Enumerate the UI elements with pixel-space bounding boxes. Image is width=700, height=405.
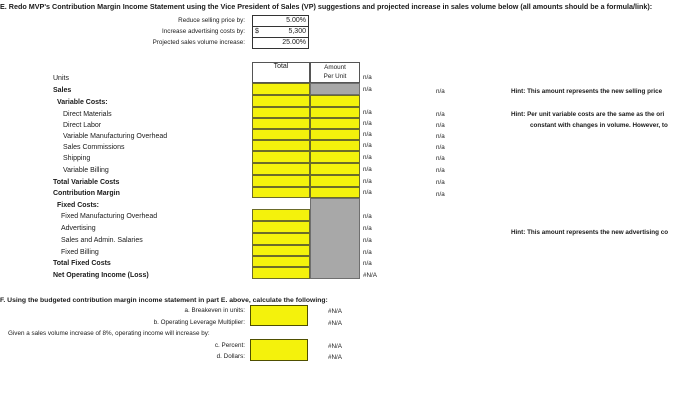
colB-direct-labor: n/a [436, 122, 445, 129]
f-d-value: #N/A [328, 354, 342, 361]
header-per-unit: Per Unit [323, 73, 347, 80]
row-advertising: Advertising [61, 225, 96, 232]
header-total: Total [273, 63, 289, 70]
row-sales-commissions: Sales Commissions [63, 144, 125, 151]
input-row-reduce-price[interactable] [253, 16, 308, 27]
colA-variable-billing: n/a [363, 166, 372, 173]
input-value-volume[interactable]: 25.00% [282, 39, 306, 46]
input-value-advertising[interactable]: 5,300 [288, 28, 306, 35]
colA-sales-commissions: n/a [363, 142, 372, 149]
colA-total-variable-costs: n/a [363, 178, 372, 185]
colA-shipping: n/a [363, 154, 372, 161]
cell-total-net-operating-income[interactable] [252, 267, 310, 279]
cell-perunit-variable-mfg-overhead[interactable] [310, 129, 360, 140]
section-f-title: F. Using the budgeted contribution margin income statement in part E. above, calculate the following: [0, 297, 328, 304]
row-variable-billing: Variable Billing [63, 167, 109, 174]
cell-perunit-sales-commissions[interactable] [310, 140, 360, 151]
colA-advertising: n/a [363, 225, 372, 232]
row-variable-costs: Variable Costs: [57, 99, 108, 106]
f-cd-input-box[interactable] [250, 339, 308, 361]
hint-variable-line1: Hint: Per unit variable costs are the same as the ori [511, 111, 665, 118]
cell-total-fixed-mfg-overhead[interactable] [252, 209, 310, 221]
colA-fixed-mfg-overhead: n/a [363, 213, 372, 220]
cell-total-direct-labor[interactable] [252, 118, 310, 129]
cell-total-variable-billing[interactable] [252, 163, 310, 175]
row-fixed-mfg-overhead: Fixed Manufacturing Overhead [61, 213, 158, 220]
header-amount: Amount [324, 64, 346, 71]
f-c-label: c. Percent: [214, 342, 245, 349]
colA-sales-admin-salaries: n/a [363, 237, 372, 244]
row-fixed-billing: Fixed Billing [61, 249, 99, 256]
row-shipping: Shipping [63, 155, 91, 162]
cell-total-sales[interactable] [252, 95, 310, 107]
colB-shipping: n/a [436, 155, 445, 162]
cell-perunit-shipping[interactable] [310, 151, 360, 163]
cell-perunit-fixed-block [310, 198, 360, 279]
cell-total-variable-mfg-overhead[interactable] [252, 129, 310, 140]
colA-direct-labor: n/a [363, 120, 372, 127]
cell-perunit-units [310, 83, 360, 95]
input-currency-advertising: $ [255, 28, 259, 35]
colB-variable-billing: n/a [436, 167, 445, 174]
cell-total-contribution-margin[interactable] [252, 187, 310, 198]
cell-total-units[interactable] [252, 83, 310, 95]
input-row-advertising[interactable] [253, 27, 308, 38]
cell-total-total-fixed-costs[interactable] [252, 256, 310, 267]
input-value-reduce-price[interactable]: 5.00% [286, 17, 306, 24]
hint-advertising: Hint: This amount represents the new advertising co [511, 229, 669, 236]
colA-variable-mfg-overhead: n/a [363, 131, 372, 138]
colB-variable-mfg-overhead: n/a [436, 133, 445, 140]
row-total-variable-costs: Total Variable Costs [53, 179, 120, 186]
row-direct-labor: Direct Labor [63, 122, 102, 129]
row-units: Units [53, 75, 69, 82]
input-label-volume: Projected sales volume increase: [152, 39, 245, 46]
cell-total-sales-admin-salaries[interactable] [252, 233, 310, 245]
section-e-title: E. Redo MVP's Contribution Margin Income Statement using the Vice President of Sales (VP) suggestions and projected increase in sales volume below (all amounts should be a formula/link): [0, 2, 653, 11]
f-b-label: b. Operating Leverage Multiplier: [153, 319, 245, 326]
cell-perunit-direct-materials[interactable] [310, 107, 360, 118]
f-a-value: #N/A [328, 308, 342, 315]
f-given-text: Given a sales volume increase of 8%, operating income will increase by: [8, 330, 210, 337]
row-net-operating-income: Net Operating Income (Loss) [53, 272, 149, 279]
cell-total-direct-materials[interactable] [252, 107, 310, 118]
colB-direct-materials: n/a [436, 111, 445, 118]
hint-sales: Hint: This amount represents the new selling price [511, 88, 663, 95]
f-b-value: #N/A [328, 320, 342, 327]
colA-sales: n/a [363, 86, 372, 93]
input-label-advertising: Increase advertising costs by: [162, 28, 245, 35]
f-ab-input-box[interactable] [250, 305, 308, 326]
colA-net-operating-income: #N/A [363, 272, 377, 279]
f-c-value: #N/A [328, 343, 342, 350]
colA-contribution-margin: n/a [363, 189, 372, 196]
cell-total-sales-commissions[interactable] [252, 140, 310, 151]
f-a-label: a. Breakeven in units: [184, 307, 245, 314]
row-fixed-costs: Fixed Costs: [57, 202, 100, 209]
row-direct-materials: Direct Materials [63, 111, 112, 118]
cell-perunit-variable-billing[interactable] [310, 163, 360, 175]
colA-direct-materials: n/a [363, 109, 372, 116]
colB-contribution-margin: n/a [436, 191, 445, 198]
cell-perunit-direct-labor[interactable] [310, 118, 360, 129]
colA-units: n/a [363, 74, 372, 81]
row-contribution-margin: Contribution Margin [53, 190, 120, 197]
cell-total-advertising[interactable] [252, 221, 310, 233]
colA-fixed-billing: n/a [363, 249, 372, 256]
colB-sales: n/a [436, 88, 445, 95]
row-sales-admin-salaries: Sales and Admin. Salaries [61, 237, 143, 244]
cell-total-shipping[interactable] [252, 151, 310, 163]
cell-perunit-contribution-margin[interactable] [310, 187, 360, 198]
cell-total-total-variable-costs[interactable] [252, 175, 310, 187]
colA-total-fixed-costs: n/a [363, 260, 372, 267]
f-d-label: d. Dollars: [216, 353, 245, 360]
row-total-fixed-costs: Total Fixed Costs [53, 260, 111, 267]
hint-variable-line2: constant with changes in volume. However, to [530, 122, 668, 129]
cell-perunit-sales[interactable] [310, 95, 360, 107]
colB-sales-commissions: n/a [436, 144, 445, 151]
row-variable-mfg-overhead: Variable Manufacturing Overhead [63, 133, 168, 140]
cell-perunit-total-variable-costs[interactable] [310, 175, 360, 187]
cell-total-fixed-billing[interactable] [252, 245, 310, 256]
input-label-reduce-price: Reduce selling price by: [178, 17, 245, 24]
row-sales: Sales [53, 87, 72, 94]
input-row-volume[interactable] [253, 38, 308, 49]
inputs-box [252, 15, 309, 49]
colB-total-variable-costs: n/a [436, 179, 445, 186]
